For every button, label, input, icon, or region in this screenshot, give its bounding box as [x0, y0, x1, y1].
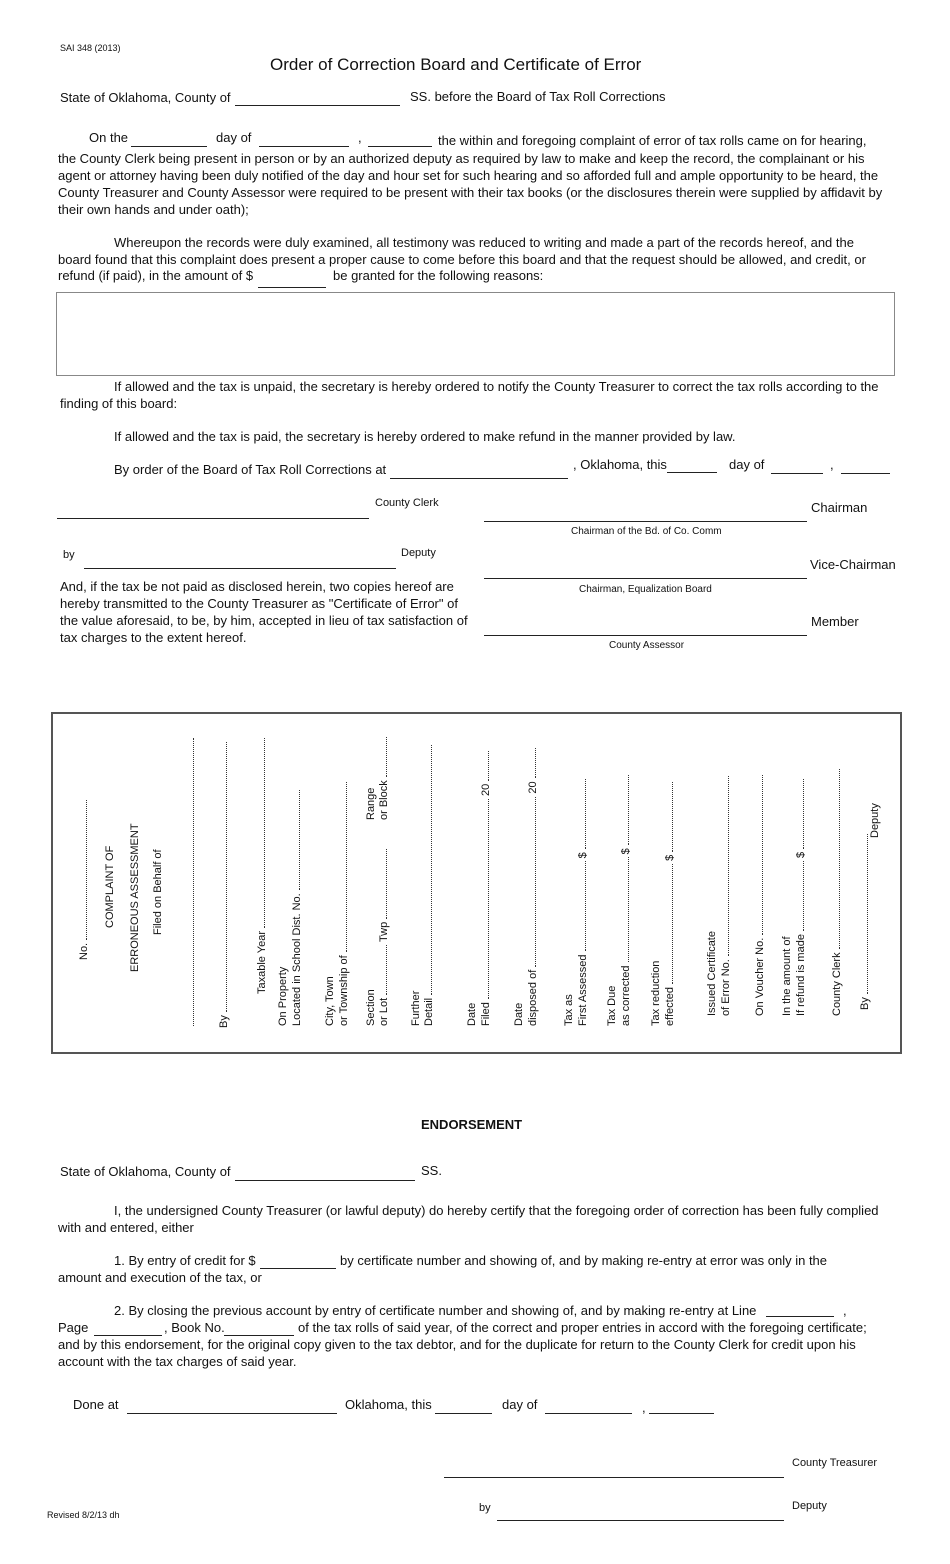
page-input[interactable]	[94, 1335, 162, 1336]
table-deputy-label: Deputy	[869, 803, 881, 838]
certificate-text: And, if the tax be not paid as disclosed herein, two copies hereof are hereby transmitted to the County Treasurer as "Certificate of Error" of the value aforesaid, to be, by him, accepted in lieu of tax satisfaction of tax charges to the extent hereof.	[60, 579, 468, 645]
item2-line3: and by this endorsement, for the original copy given to the tax debtor, and for the duplicate for return to the County Clerk for credit upon his	[58, 1337, 856, 1352]
by-order-label: By order of the Board of Tax Roll Corrections at	[114, 462, 387, 477]
chairman-label: Chairman	[811, 500, 868, 515]
book-no-label: , Book No.	[164, 1320, 225, 1335]
chairman-bd-label: Chairman of the Bd. of Co. Comm	[571, 526, 722, 537]
as-corrected-label: as corrected $	[620, 775, 632, 1026]
county-assessor-label: County Assessor	[609, 640, 685, 651]
no-label: No.	[78, 800, 90, 960]
date-disposed-label: Date	[513, 1002, 525, 1026]
day-of-label: day of	[216, 130, 252, 145]
tax-due-label: Tax Due	[606, 985, 618, 1026]
end-ss: SS.	[421, 1163, 442, 1178]
p1-line1: the within and foregoing complaint of error of tax rolls came on for hearing,	[438, 133, 867, 148]
end-by-label: by	[479, 1502, 491, 1514]
item2-line1: 2. By closing the previous account by entry of certificate number and showing of, and by making re-entry at Line	[114, 1303, 757, 1318]
end-year-input[interactable]	[649, 1413, 714, 1414]
year-input[interactable]	[368, 146, 432, 147]
end-intro: I, the undersigned County Treasurer (or lawful deputy) do hereby certify that the foregoing order of correction has been fully complied with and entered, either	[58, 1203, 879, 1235]
order-month-input[interactable]	[771, 473, 823, 474]
vice-chairman-signature[interactable]	[484, 578, 807, 579]
table-by-label: By	[859, 834, 871, 1010]
item2-rest: of the tax rolls of said year, of the correct and proper entries in accord with the foregoing certificate;	[298, 1320, 867, 1335]
end-oklahoma-this: Oklahoma, this	[345, 1397, 432, 1412]
day-input[interactable]	[131, 146, 207, 147]
chairman-eq-label: Chairman, Equalization Board	[579, 584, 712, 595]
item1-prefix: 1. By entry of credit for $	[114, 1253, 256, 1268]
p3: If allowed and the tax is unpaid, the secretary is hereby ordered to notify the County Treasurer to correct the tax rolls according to the finding of this board:	[60, 379, 879, 411]
tax-reduction-label: Tax reduction	[650, 960, 662, 1026]
disposed-label: disposed of 20	[527, 748, 539, 1026]
amount-label: In the amount of	[781, 936, 793, 1016]
complaint-of-label: COMPLAINT OF	[104, 845, 116, 928]
county-treasurer-label: County Treasurer	[792, 1457, 877, 1469]
first-assessed-label: First Assessed $	[577, 779, 589, 1026]
county-clerk-label: County Clerk	[375, 497, 439, 509]
school-dist-label: Located in School Dist. No.	[291, 790, 303, 1026]
done-at-label: Done at	[73, 1397, 119, 1412]
taxable-year-label: Taxable Year	[256, 738, 268, 994]
end-month-input[interactable]	[545, 1413, 632, 1414]
county-clerk-signature[interactable]	[57, 518, 369, 519]
ss-before-label: SS. before the Board of Tax Roll Corrections	[410, 89, 666, 104]
p4: If allowed and the tax is paid, the secretary is hereby ordered to make refund in the manner provided by law.	[114, 429, 736, 444]
book-input[interactable]	[224, 1335, 294, 1336]
item2-line4: account with the tax charges of said year.	[58, 1354, 297, 1369]
order-day-of: day of	[729, 457, 765, 472]
vice-chairman-label: Vice-Chairman	[810, 557, 896, 572]
reasons-box[interactable]	[56, 292, 895, 376]
by-label: by	[63, 549, 75, 561]
comma: ,	[358, 130, 362, 145]
treasurer-deputy-signature[interactable]	[497, 1520, 784, 1521]
item1-suffix: by certificate number and showing of, and by making re-entry at error was only in the	[340, 1253, 828, 1268]
detail-label: Detail	[423, 745, 435, 1026]
form-id: SAI 348 (2013)	[60, 43, 121, 53]
credit-amount-input[interactable]	[260, 1268, 336, 1269]
issued-cert-label: Issued Certificate	[706, 931, 718, 1016]
end-day-of: day of	[502, 1397, 538, 1412]
end-county-input[interactable]	[235, 1180, 415, 1181]
tax-as-label: Tax as	[563, 994, 575, 1026]
member-label: Member	[811, 614, 859, 629]
filed-behalf-label: Filed on Behalf of	[152, 849, 164, 935]
oklahoma-this: , Oklahoma, this	[573, 457, 667, 472]
line-number-input[interactable]	[766, 1316, 834, 1317]
treasurer-signature[interactable]	[444, 1477, 784, 1478]
page-title: Order of Correction Board and Certificate of Error	[270, 55, 642, 74]
section-label: Section	[365, 989, 377, 1026]
on-the-label: On the	[89, 130, 129, 145]
error-no-label: of Error No.	[720, 776, 732, 1016]
block-label: or Block	[378, 737, 390, 820]
deputy-label: Deputy	[401, 547, 436, 559]
page-label: Page	[58, 1320, 89, 1335]
revised-label: Revised 8/2/13 dh	[47, 1510, 120, 1520]
refund-prefix: refund (if paid), in the amount of $	[58, 268, 254, 283]
member-signature[interactable]	[484, 635, 807, 636]
end-deputy-label: Deputy	[792, 1500, 827, 1512]
date-filed-label: Date	[466, 1002, 478, 1026]
end-comma: ,	[642, 1400, 646, 1415]
further-label: Further	[410, 990, 422, 1026]
order-day-input[interactable]	[667, 472, 717, 473]
endorsement-heading: ENDORSEMENT	[421, 1117, 523, 1132]
erroneous-label: ERRONEOUS ASSESSMENT	[129, 823, 141, 972]
chairman-signature[interactable]	[484, 521, 807, 522]
township-label: or Township of	[338, 782, 350, 1026]
effected-label: effected $	[664, 782, 676, 1026]
lot-label: or Lot Twp	[378, 849, 390, 1026]
end-day-input[interactable]	[435, 1413, 492, 1414]
state-county-label: State of Oklahoma, County of	[60, 90, 231, 105]
county-input[interactable]	[235, 105, 400, 106]
month-input[interactable]	[259, 146, 349, 147]
by-col-label: By	[218, 742, 230, 1028]
filed-label: Filed 20	[480, 751, 492, 1026]
item1-line2: amount and execution of the tax, or	[58, 1270, 262, 1285]
done-at-input[interactable]	[127, 1413, 337, 1414]
refund-made-label: If refund is made $	[795, 779, 807, 1016]
item2-comma: ,	[843, 1303, 847, 1318]
deputy-signature[interactable]	[84, 568, 396, 569]
p1-body: the County Clerk being present in person or by an authorized deputy as required by law to make and keep the record, the complainant or his agent or attorney having been duly notified of the day and hour set for such hearing and so afforded full and ample opportunity to be heard, the County Treasurer and County Assessor were required to be present with their tax books (or the disclosures therein were supplied by affidavit by their own hands and under oath);	[58, 151, 883, 217]
refund-amount-input[interactable]	[258, 287, 326, 288]
city-label: City, Town	[324, 976, 336, 1026]
on-property-label: On Property	[277, 966, 289, 1026]
order-comma: ,	[830, 457, 834, 472]
order-year-input[interactable]	[841, 473, 890, 474]
voucher-label: On Voucher No.	[754, 775, 766, 1016]
table-county-clerk-label: County Clerk	[831, 769, 843, 1016]
refund-suffix: be granted for the following reasons:	[333, 268, 544, 283]
location-input[interactable]	[390, 478, 568, 479]
end-state-county: State of Oklahoma, County of	[60, 1164, 231, 1179]
range-label: Range	[365, 787, 377, 820]
filed-behalf-field[interactable]	[193, 738, 194, 1026]
p2-body: Whereupon the records were duly examined, all testimony was reduced to writing and made a part of the records hereof, and the board found that this complaint does present a proper cause to come before this board and that the request should be allowed, and credit, or	[58, 235, 866, 267]
